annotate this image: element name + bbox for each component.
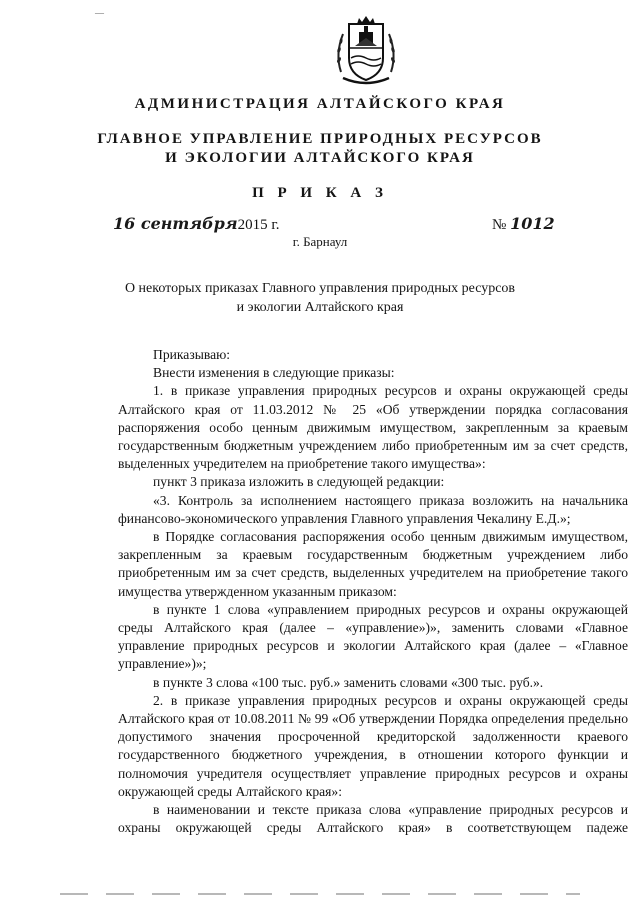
paragraph-title-change: в наименовании и тексте приказа слова «управление природных ресурсов и охраны окружающей среды Алтайского края» в соответствующем падеже (118, 802, 628, 836)
order-number (492, 214, 555, 234)
order-date (113, 214, 280, 234)
city-label: г. Барнаул (292, 234, 348, 249)
number-prefix: № (492, 217, 507, 233)
order-body (118, 346, 628, 837)
handwritten-date: 16 сентября (113, 214, 238, 233)
order-year: 2015 г. (237, 217, 280, 233)
paragraph-point-1-change: в пункте 1 слова «управлением природных ресурсов и охраны окружающей среды Алтайского края (далее – «управление»)», заменить словами «Главное управление природных ресурсов и экологии Алтайского края (далее – «Главное управление»)»; (118, 601, 628, 672)
paragraph-ordering: Приказываю: (153, 347, 231, 362)
department-title-line-1: ГЛАВНОЕ УПРАВЛЕНИЕ ПРИРОДНЫХ РЕСУРСОВ (97, 131, 543, 147)
paragraph-point-3-text: «3. Контроль за исполнением настоящего приказа возложить на начальника финансово-экономического управления Главного управления Чекалину Е.Д.»; (118, 492, 628, 526)
scan-edge-artifact (60, 893, 580, 895)
altai-krai-coat-of-arms-icon (331, 14, 401, 90)
handwritten-number: 1012 (510, 214, 555, 233)
order-subject (0, 279, 640, 317)
paragraph-point-3-change: в пункте 3 слова «100 тыс. руб.» заменить словами «300 тыс. руб.». (153, 674, 544, 690)
subject-line-2: и экологии Алтайского края (236, 300, 404, 315)
paragraph-item-1: 1. в приказе управления природных ресурсов и охраны окружающей среды Алтайского края от 11.03.2012 № 25 «Об утверждении порядка согласования распоряжения особо ценным движимым имуществом, закрепленным за краевым государственным бюджетным учреждением либо приобретенным им за счет средств, выделенных учредителем на приобретение такого имущества»: (118, 383, 628, 472)
subject-line-1: О некоторых приказах Главного управления природных ресурсов (124, 281, 516, 296)
paragraph-intro: Внести изменения в следующие приказы: (153, 365, 395, 381)
paragraph-point-3: пункт 3 приказа изложить в следующей редакции: (153, 474, 445, 490)
paragraph-item-2: 2. в приказе управления природных ресурсов и охраны окружающей среды Алтайского края от 10.08.2011 № 99 «Об утверждении Порядка определения предельно допустимого значения просроченной кредиторской задолженности краевого государственного бюджетного учреждения, в отношении которого функции и полномочия учредителя осуществляет управление природных ресурсов и охраны окружающей среды Алтайского края»: (118, 692, 628, 799)
scan-mark: — (95, 8, 106, 18)
paragraph-procedure: в Порядке согласования распоряжения особо ценным движимым имуществом, закрепленным за краевым государственным бюджетным учреждением либо приобретенным им за счет средств, выделенных учредителем на приобретение такого имущества утвержденном указанным приказом: (118, 529, 628, 599)
department-title-line-2: И ЭКОЛОГИИ АЛТАЙСКОГО КРАЯ (165, 150, 475, 166)
document-type-title: П Р И К А З (252, 185, 388, 201)
administration-title: АДМИНИСТРАЦИЯ АЛТАЙСКОГО КРАЯ (134, 96, 506, 112)
